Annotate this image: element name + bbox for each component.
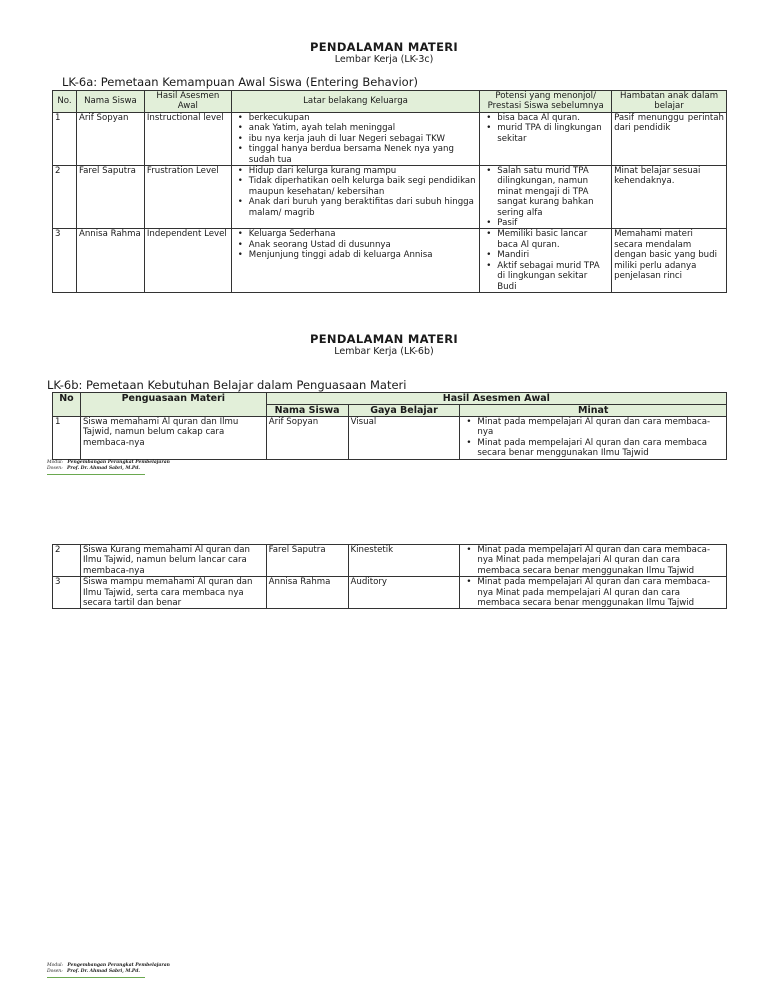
cell-hasil: Frustration Level bbox=[144, 166, 231, 229]
list-item: • Minat pada mempelajari Al quran dan cara membaca-nya bbox=[477, 417, 724, 438]
header-latar-belakang: Latar belakang Keluarga bbox=[231, 91, 479, 113]
footer-divider bbox=[47, 977, 145, 978]
page-footer bbox=[47, 963, 170, 975]
cell-potensi bbox=[480, 166, 612, 229]
list-item: • Mandiri bbox=[497, 250, 609, 260]
footer-divider bbox=[47, 474, 145, 475]
list-item: • Minat pada mempelajari Al quran dan cara membaca secara benar menggunakan Ilmu Tajwid bbox=[477, 438, 724, 459]
table-row bbox=[53, 577, 727, 609]
footer-dosen-label: Dosen: bbox=[47, 466, 63, 471]
table-row bbox=[53, 229, 727, 293]
learning-needs-table bbox=[52, 392, 727, 460]
cell-hambatan: Memahami materi secara mendalam dengan basic yang budi miliki perlu adanya penjelasan rinci bbox=[612, 229, 727, 293]
cell-gaya: Kinestetik bbox=[348, 545, 460, 577]
cell-hambatan: Pasif menunggu perintah dari pendidik bbox=[612, 113, 727, 166]
list-item: • Memiliki basic lancar baca Al quran. bbox=[497, 229, 609, 250]
cell-latar bbox=[231, 166, 479, 229]
cell-nama: Arif Sopyan bbox=[266, 417, 348, 460]
footer-modul-value: Pengembangan Perangkat Pembelajaran bbox=[67, 963, 170, 968]
cell-no: 2 bbox=[53, 166, 77, 229]
footer-dosen-label: Dosen: bbox=[47, 969, 63, 974]
header-minat: Minat bbox=[460, 405, 727, 417]
page-subtitle: Lembar Kerja (LK-6b) bbox=[334, 346, 434, 357]
entering-behavior-table bbox=[52, 90, 727, 293]
header-potensi: Potensi yang menonjol/ Prestasi Siswa sebelumnya bbox=[480, 91, 612, 113]
header-no: No bbox=[53, 393, 81, 417]
header-penguasaan: Penguasaan Materi bbox=[80, 393, 266, 417]
cell-hambatan: Minat belajar sesuai kehendaknya. bbox=[612, 166, 727, 229]
cell-gaya: Visual bbox=[348, 417, 460, 460]
list-item: • Anak seorang Ustad di dusunnya bbox=[249, 240, 477, 250]
table-header-row bbox=[53, 91, 727, 113]
cell-hasil: Instructional level bbox=[144, 113, 231, 166]
list-item: • berkecukupan bbox=[249, 113, 477, 123]
cell-nama: Arif Sopyan bbox=[76, 113, 144, 166]
cell-potensi bbox=[480, 113, 612, 166]
header-hasil-asesmen: Hasil Asesmen Awal bbox=[266, 393, 726, 405]
list-item: • ibu nya kerja jauh di luar Negeri sebagai TKW bbox=[249, 134, 477, 144]
cell-nama: Farel Saputra bbox=[266, 545, 348, 577]
footer-modul-value: Pengembangan Perangkat Pembelajaran bbox=[67, 460, 170, 465]
page-title: PENDALAMAN MATERI bbox=[310, 40, 458, 54]
cell-minat bbox=[460, 417, 727, 460]
cell-no: 3 bbox=[53, 577, 81, 609]
section-heading: LK-6a: Pemetaan Kemampuan Awal Siswa (Entering Behavior) bbox=[62, 75, 418, 89]
header-nama-siswa: Nama Siswa bbox=[266, 405, 348, 417]
list-item: • Salah satu murid TPA dilingkungan, namun minat mengaji di TPA sangat kurang bahkan sering alfa bbox=[497, 166, 609, 218]
cell-minat bbox=[460, 545, 727, 577]
list-item: • bisa baca Al quran. bbox=[497, 113, 609, 123]
cell-penguasaan: Siswa memahami Al quran dan Ilmu Tajwid, namun belum cakap cara membaca-nya bbox=[80, 417, 266, 460]
header-gaya-belajar: Gaya Belajar bbox=[348, 405, 460, 417]
list-item: • Hidup dari kelurga kurang mampu bbox=[249, 166, 477, 176]
cell-latar bbox=[231, 229, 479, 293]
table-row bbox=[53, 417, 727, 460]
list-item: • Keluarga Sederhana bbox=[249, 229, 477, 239]
header-hambatan: Hambatan anak dalam belajar bbox=[612, 91, 727, 113]
header-no: No. bbox=[53, 91, 77, 113]
cell-penguasaan: Siswa Kurang memahami Al quran dan Ilmu Tajwid, namun belum lancar cara membaca-nya bbox=[80, 545, 266, 577]
footer-dosen-value: Prof. Dr. Ahmad Sabri, M.Pd. bbox=[67, 969, 140, 974]
cell-minat bbox=[460, 577, 727, 609]
page-title: PENDALAMAN MATERI bbox=[310, 332, 458, 346]
list-item: • Minat pada mempelajari Al quran dan cara membaca-nya Minat pada mempelajari Al quran dan cara membaca secara benar menggunakan Ilmu Tajwid bbox=[477, 577, 724, 608]
cell-no: 3 bbox=[53, 229, 77, 293]
table-header-row bbox=[53, 393, 727, 405]
list-item: • Aktif sebagai murid TPA di lingkungan sekitar Budi bbox=[497, 261, 609, 292]
list-item: • Tidak diperhatikan oelh kelurga baik segi pendidikan maupun kesehatan/ kebersihan bbox=[249, 176, 477, 197]
cell-gaya: Auditory bbox=[348, 577, 460, 609]
list-item: • Minat pada mempelajari Al quran dan cara membaca-nya Minat pada mempelajari Al quran dan cara membaca secara benar menggunakan Ilmu Tajwid bbox=[477, 545, 724, 576]
table-row bbox=[53, 166, 727, 229]
table-row bbox=[53, 113, 727, 166]
table-row bbox=[53, 545, 727, 577]
header-hasil-asesmen: Hasil Asesmen Awal bbox=[144, 91, 231, 113]
list-item: • anak Yatim, ayah telah meninggal bbox=[249, 123, 477, 133]
list-item: • murid TPA di lingkungan sekitar bbox=[497, 123, 609, 144]
cell-no: 1 bbox=[53, 113, 77, 166]
header-nama-siswa: Nama Siswa bbox=[76, 91, 144, 113]
learning-needs-table-continued bbox=[52, 544, 727, 609]
page-subtitle: Lembar Kerja (LK-3c) bbox=[334, 54, 434, 65]
page-footer bbox=[47, 460, 170, 472]
cell-no: 2 bbox=[53, 545, 81, 577]
cell-latar bbox=[231, 113, 479, 166]
cell-nama: Farel Saputra bbox=[76, 166, 144, 229]
footer-modul-label: Modul: bbox=[47, 963, 64, 968]
cell-penguasaan: Siswa mampu memahami Al quran dan Ilmu Tajwid, serta cara membaca nya secara tartil dan benar bbox=[80, 577, 266, 609]
footer-dosen-value: Prof. Dr. Ahmad Sabri, M.Pd. bbox=[67, 466, 140, 471]
cell-nama: Annisa Rahma bbox=[76, 229, 144, 293]
cell-potensi bbox=[480, 229, 612, 293]
cell-hasil: Independent Level bbox=[144, 229, 231, 293]
list-item: • Anak dari buruh yang beraktifitas dari subuh hingga malam/ magrib bbox=[249, 197, 477, 218]
list-item: • tinggal hanya berdua bersama Nenek nya yang sudah tua bbox=[249, 144, 477, 165]
cell-nama: Annisa Rahma bbox=[266, 577, 348, 609]
list-item: • Pasif bbox=[497, 218, 609, 228]
section-heading: LK-6b: Pemetaan Kebutuhan Belajar dalam Penguasaan Materi bbox=[47, 378, 407, 392]
footer-modul-label: Modul: bbox=[47, 460, 64, 465]
list-item: • Menjunjung tinggi adab di keluarga Annisa bbox=[249, 250, 477, 260]
cell-no: 1 bbox=[53, 417, 81, 460]
